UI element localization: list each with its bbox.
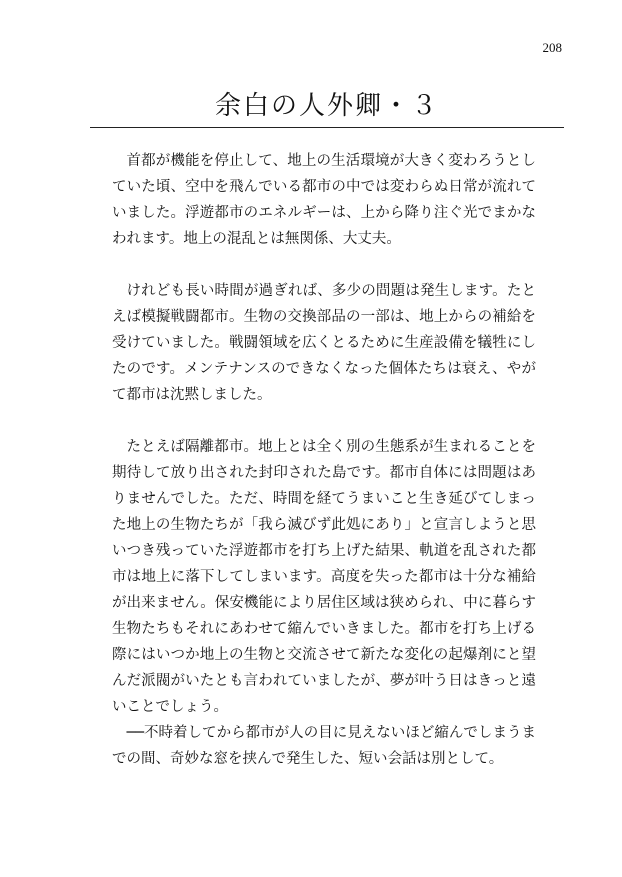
paragraph: たとえば隔離都市。地上とは全く別の生態系が生まれることを期待して放り出された封印された島です。都市自体には問題はありませんでした。ただ、時間を経てうまいこと生き延びてしまった地上の生物たちが「我ら滅びず此処にあり」と宣言しようと思いつき残っていた浮遊都市を打ち上げた結果、軌道を乱された都市は地上に落下してしまいます。高度を失った都市は十分な補給が出来ません。保安機能により居住区域は狭められ、中に暮らす生物たちもそれにあわせて縮んでいきました。都市を打ち上げる際にはいつか地上の生物と交流させて新たな変化の起爆剤にと望んだ派閥がいたとも言われていましたが、夢が叶う日はきっと遠いことでしょう。 [112,439,536,715]
page-title: 余白の人外卿・３ [214,91,439,121]
paragraph: ──不時着してから都市が人の目に見えないほど縮んでしまうまでの間、奇妙な窓を挟んで発生した、短い会話は別として。 [112,725,536,767]
paragraph: 首都が機能を停止して、地上の生活環境が大きく変わろうとしていた頃、空中を飛んでいる都市の中では変わらぬ日常が流れていました。浮遊都市のエネルギーは、上から降り注ぐ光でまかなわれます。地上の混乱とは無関係、大丈夫。 [112,153,536,247]
body-text [112,148,536,772]
page-number: 208 [542,40,562,55]
paragraph: けれども長い時間が過ぎれば、多少の問題は発生します。たとえば模擬戦闘都市。生物の交換部品の一部は、地上からの補給を受けていました。戦闘領域を広くとるために生産設備を犠牲にしたのです。メンテナンスのできなくなった個体たちは衰え、やがて都市は沈黙しました。 [112,283,536,403]
title-rule [90,127,564,128]
